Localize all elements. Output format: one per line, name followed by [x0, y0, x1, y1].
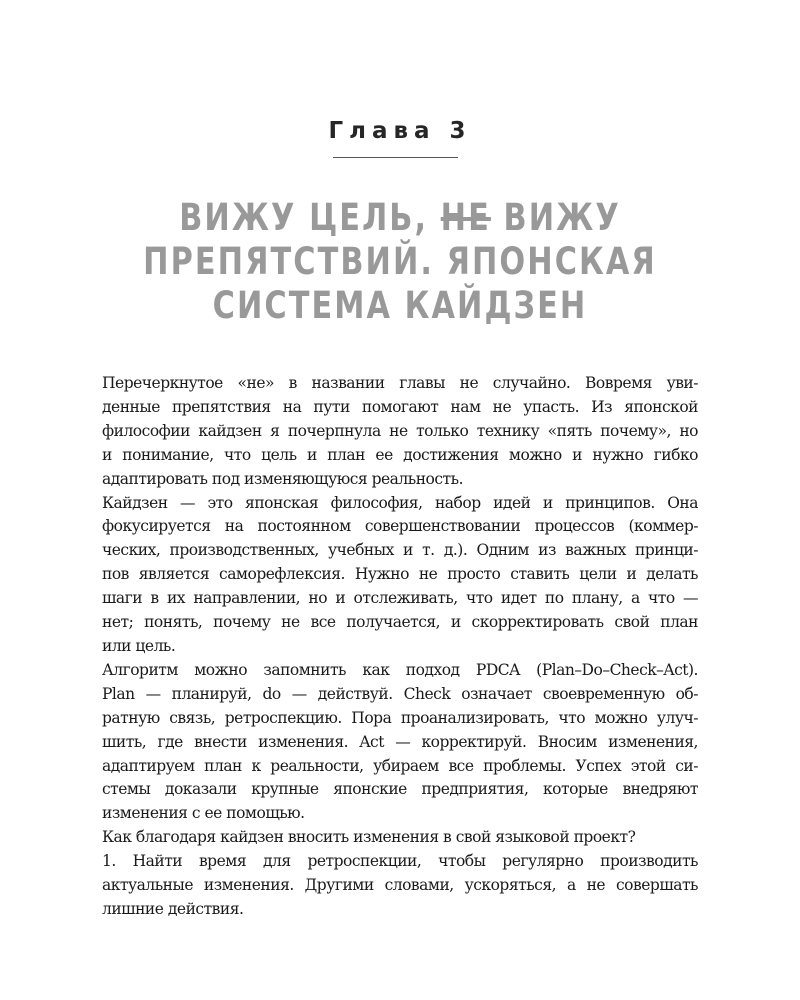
- chapter-title-line-1: [121, 196, 679, 240]
- chapter-title-line-2: ПРЕПЯТСТВИЙ. ЯПОНСКАЯ: [143, 240, 657, 283]
- text-line: Как благодаря кайдзен вносить изменения в свой языковой проект?: [102, 828, 636, 847]
- paragraph-5: [102, 850, 698, 922]
- chapter-title-line-3: СИСТЕМА КАЙДЗЕН: [212, 284, 588, 327]
- text-line: шить, где внести изменения. Act — корректируй. Вносим изменения,: [102, 732, 698, 751]
- text-line: стемы доказали крупные японские предприятия, которые внедряют: [102, 780, 698, 799]
- text-line: Plan — планируй, do — действуй. Check означает своевременную об-: [102, 684, 698, 703]
- text-line: лишние действия.: [102, 899, 244, 918]
- text-line: или цель.: [102, 636, 176, 655]
- text-line: изменения с ее помощью.: [102, 804, 305, 823]
- text-line: актуальные изменения. Другими словами, ускоряться, а не совершать: [102, 876, 698, 895]
- paragraph-3: [102, 659, 698, 826]
- title-text: ВИЖУ: [490, 196, 621, 239]
- text-line: фокусируется на постоянном совершенствовании процессов (коммер-: [102, 517, 698, 536]
- text-line: и понимание, что цель и план ее достижения можно и нужно гибко: [102, 445, 698, 464]
- title-text: ВИЖУ ЦЕЛЬ,: [179, 196, 441, 239]
- text-line: ческих, производственных, учебных и т. д.). Одним из важных принци-: [102, 541, 698, 560]
- body-text: [102, 372, 698, 922]
- text-line: денные препятствия на пути помогают нам не упасть. Из японской: [102, 397, 698, 416]
- text-line: ратную связь, ретроспекцию. Пора проанализировать, что можно улуч-: [102, 708, 698, 727]
- paragraph-2: [102, 492, 698, 659]
- text-line: Перечеркнутое «не» в названии главы не случайно. Вовремя уви-: [102, 374, 698, 392]
- chapter-number: Глава 3: [328, 118, 472, 144]
- text-line: пов является саморефлексия. Нужно не просто ставить цели и делать: [102, 565, 698, 584]
- paragraph-4: [102, 826, 698, 850]
- text-line: 1. Найти время для ретроспекции, чтобы регулярно производить: [102, 852, 698, 871]
- text-line: философии кайдзен я почерпнула не только технику «пять почему», но: [102, 421, 698, 440]
- chapter-divider: [333, 157, 458, 158]
- text-line: адаптировать под изменяющуюся реальность.: [102, 469, 463, 488]
- strikethrough-word: НЕ: [440, 196, 491, 239]
- text-line: шаги в их направлении, но и отслеживать, что идет по плану, а что —: [102, 589, 698, 608]
- text-line: Алгоритм можно запомнить как подход PDCA (Plan–Do–Check–Act).: [102, 660, 698, 679]
- paragraph-1: [102, 372, 698, 492]
- chapter-title: [121, 196, 679, 328]
- text-line: нет; понять, почему не все получается, и скорректировать свой план: [102, 613, 698, 632]
- text-line: Кайдзен — это японская философия, набор идей и принципов. Она: [102, 493, 698, 512]
- text-line: адаптируем план к реальности, убираем все проблемы. Успех этой си-: [102, 756, 698, 775]
